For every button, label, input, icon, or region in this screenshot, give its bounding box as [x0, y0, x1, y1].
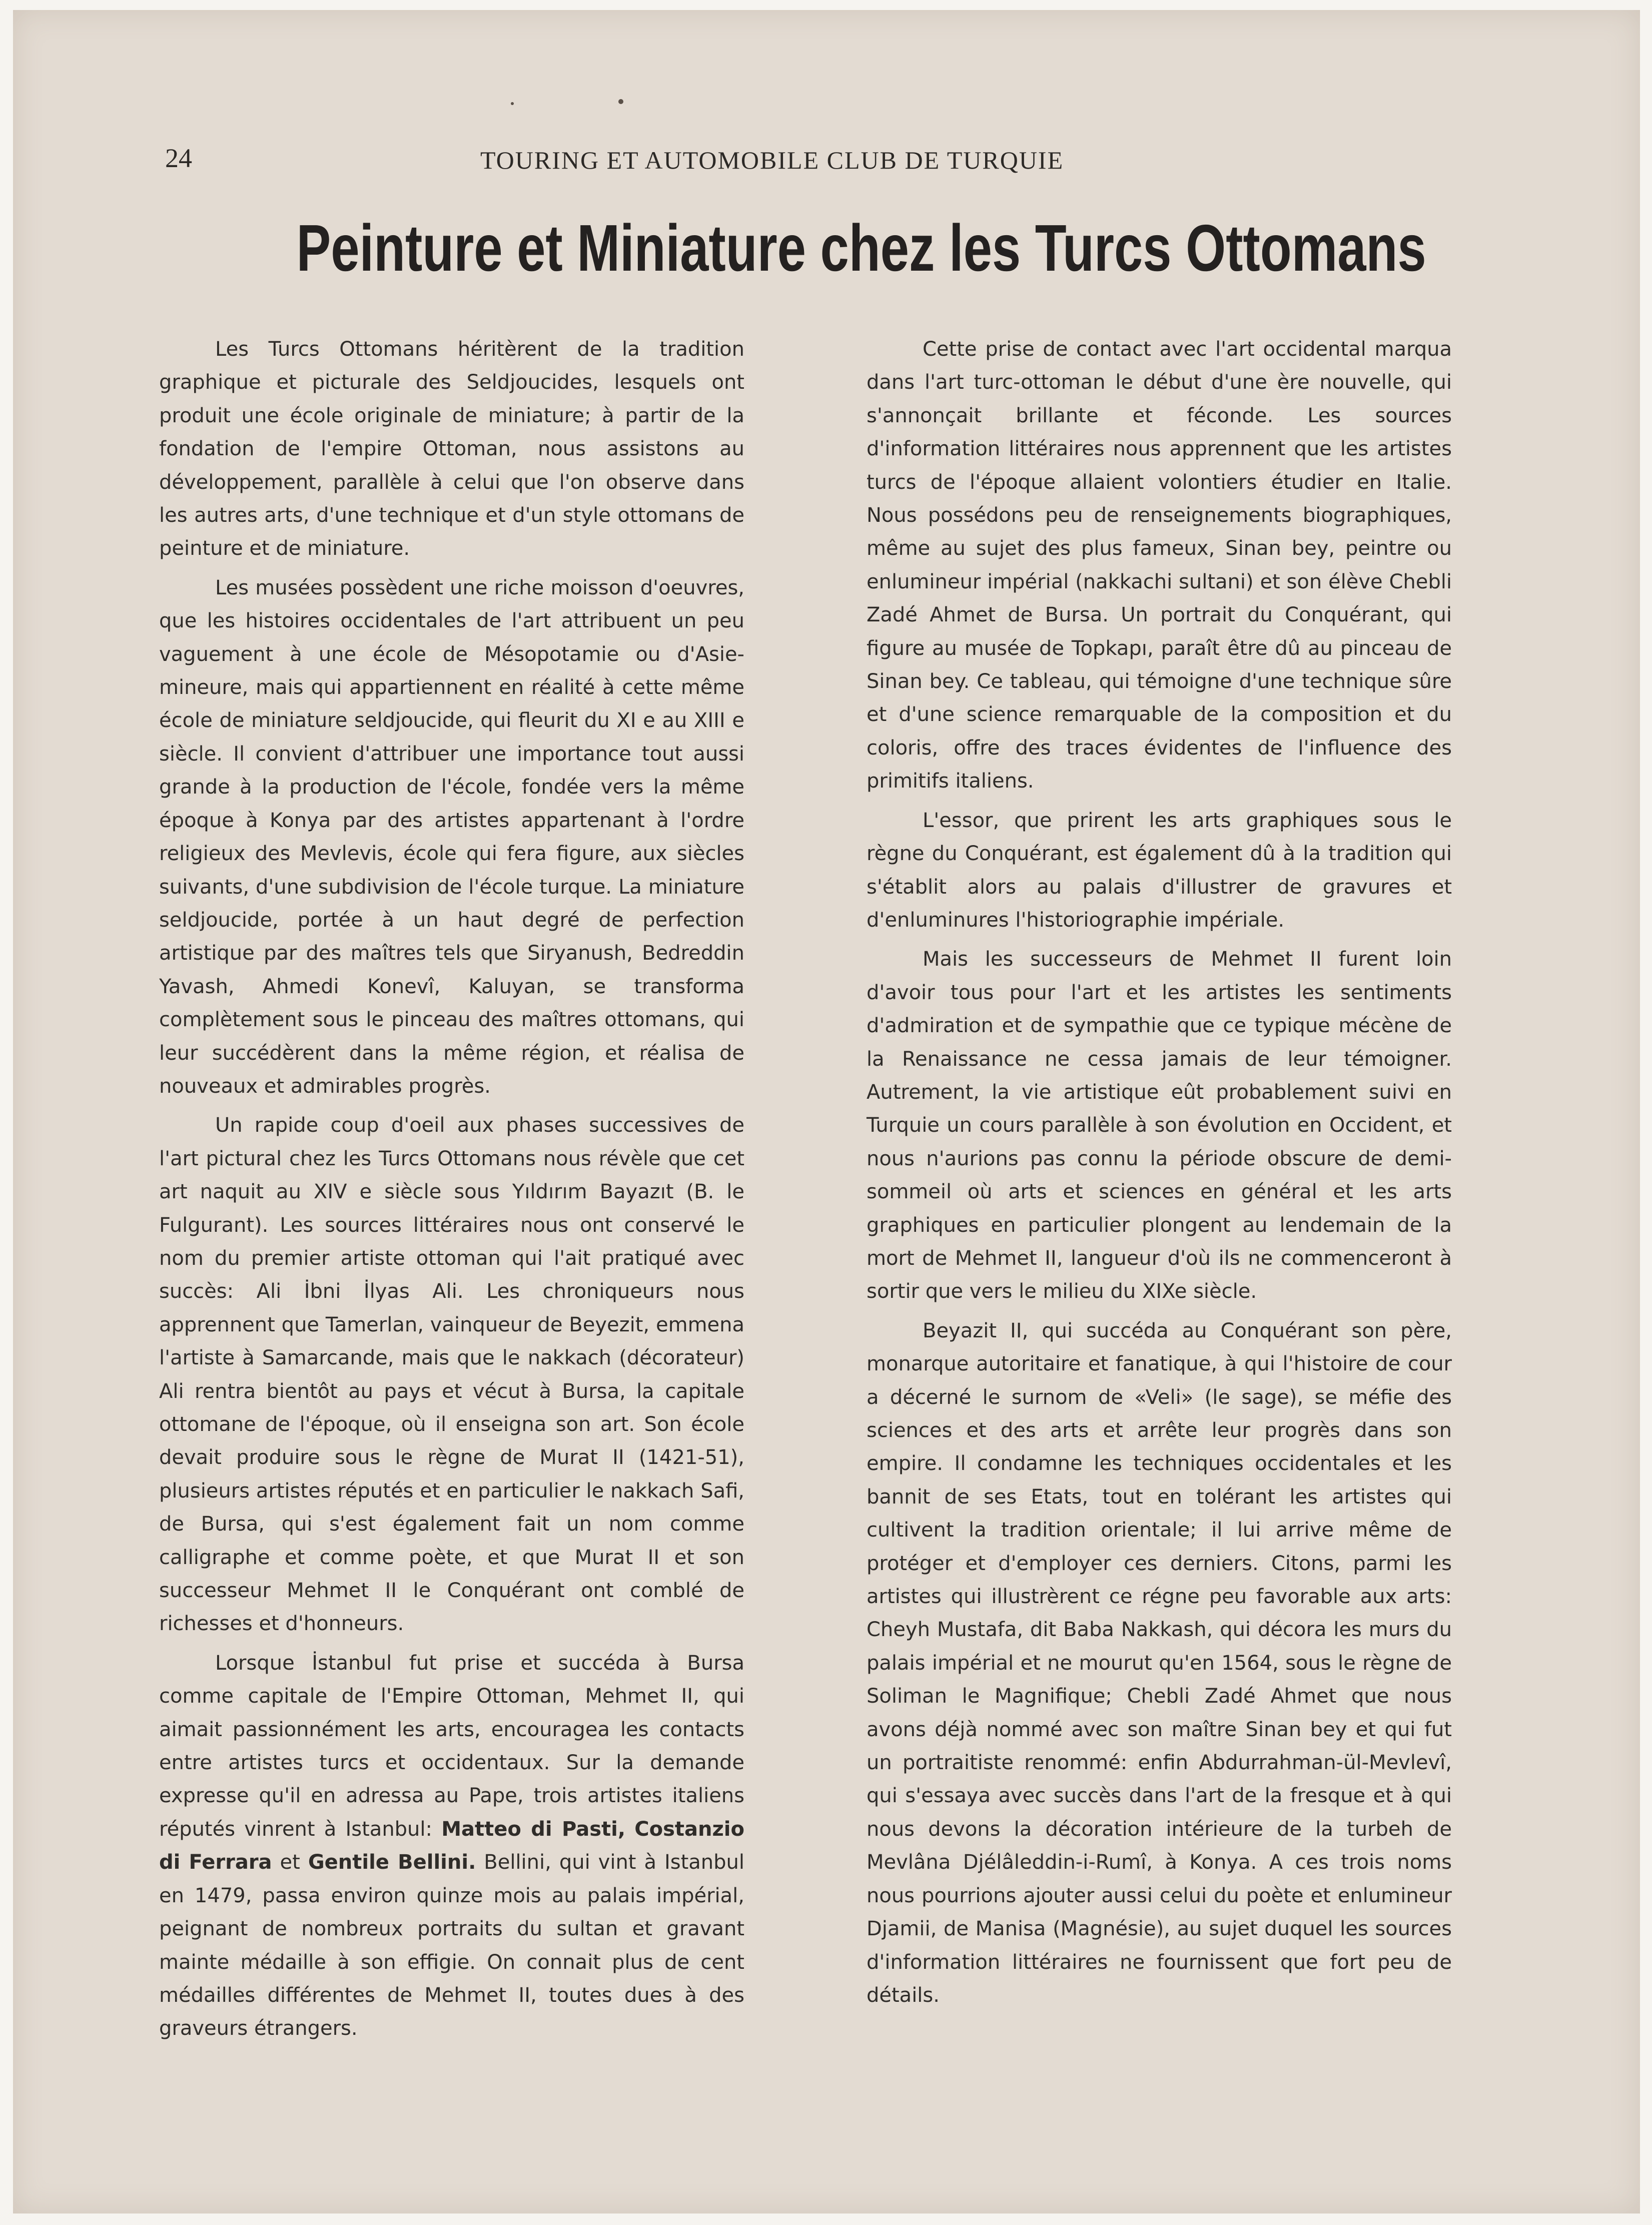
paragraph: Un rapide coup d'oeil aux phases successives de l'art pictural chez les Turcs Ottomans nous révèle que cet art naquit au XIV e siècle sous Yıldırım Bayazıt (B. le Fulgurant). Les sources littéraires nous ont conservé le nom du premier artiste ottoman qui l'ait pratiqué avec succès: Ali İbni İlyas Ali. Les chroniqueurs nous apprennent que Tamerlan, vainqueur de Beyezit, emmena l'artiste à Samarcande, mais que le nakkach (décorateur) Ali rentra bientôt au pays et vécut à Bursa, la capitale ottomane de l'époque, où il enseigna son art. Son école devait produire sous le règne de Murat II (1421-51), plusieurs artistes réputés et en particulier le nakkach Safi, de Bursa, qui s'est également fait un nom comme calligraphe et comme poète, et que Murat II et son successeur Mehmet II le Conquérant ont comblé de richesses et d'honneurs.	[159, 1114, 744, 1636]
page-header	[150, 143, 1481, 183]
paper-speck	[618, 99, 623, 104]
paragraph: L'essor, que prirent les arts graphiques sous le règne du Conquérant, est également dû à la tradition qui s'établit alors au palais d'illustrer de gravures et d'enluminures l'historiographie impériale.	[867, 809, 1452, 932]
artist-name: Costanzio di Ferrara	[159, 1817, 744, 1874]
artist-name: Gentile Bellini.	[308, 1851, 476, 1874]
paragraph-text: Bellini, qui vint à Istanbul en 1479, passa environ quinze mois au palais impérial, peignant de nombreux portraits du sultan et gravant mainte médaille à son effigie. On connait plus de cent médailles différentes de Mehmet II, toutes dues à des graveurs étrangers.	[159, 1851, 745, 2040]
paragraph: Cette prise de contact avec l'art occidental marqua dans l'art turc-ottoman le début d'une ère nouvelle, qui s'annonçait brillante et féconde. Les sources d'information littéraires nous apprennent que les artistes turcs de l'époque allaient volontiers étudier en Italie. Nous possédons peu de renseignements biographiques, même au sujet des plus fameux, Sinan bey, peintre ou enlumineur impérial (nakkachi sultani) et son élève Chebli Zadé Ahmet de Bursa. Un portrait du Conquérant, qui figure au musée de Topkapı, paraît être dû au pinceau de Sinan bey. Ce tableau, qui témoigne d'une technique sûre et d'une science remarquable de la composition et du coloris, offre des traces évidentes de l'influence des primitifs italiens.	[867, 338, 1452, 793]
paragraph-text: et	[272, 1851, 308, 1874]
paragraph	[159, 1647, 744, 2045]
right-column	[867, 333, 1452, 2018]
artist-name: Matteo di Pasti,	[441, 1817, 626, 1841]
paragraph: Mais les successeurs de Mehmet II furent loin d'avoir tous pour l'art et les artistes les sentiments d'admiration et de sympathie que ce typique mécène de la Renaissance ne cessa jamais de leur témoigner. Autrement, la vie artistique eût probablement suivi en Turquie un cours parallèle à son évolution en Occident, et nous n'aurions pas connu la période obscure de demi-sommeil où arts et sciences en général et les arts graphiques en particulier plongent au lendemain de la mort de Mehmet II, langueur d'où ils ne commenceront à sortir que vers le milieu du XIXe siècle.	[867, 948, 1452, 1303]
article-title: Peinture et Miniature chez les Turcs Ottomans	[296, 211, 1426, 285]
paragraph: Les musées possèdent une riche moisson d'oeuvres, que les histoires occidentales de l'art attribuent un peu vaguement à une école de Mésopotamie ou d'Asie-mineure, mais qui appartiennent en réalité à cette même école de miniature seldjoucide, qui fleurit du XI e au XIII e siècle. Il convient d'attribuer une importance tout aussi grande à la production de l'école, fondée vers la même époque à Konya par des artistes appartenant à l'ordre religieux des Mevlevis, école qui fera figure, aux siècles suivants, d'une subdivision de l'école turque. La miniature seldjoucide, portée à un haut degré de perfection artistique par des maîtres tels que Siryanush, Bedreddin Yavash, Ahmedi Konevî, Kaluyan, se transforma complètement sous le pinceau des maîtres ottomans, qui leur succédèrent dans la même région, et réalisa de nouveaux et admirables progrès.	[159, 576, 744, 1098]
page-number: 24	[165, 143, 192, 173]
paragraph-text: Lorsque İstanbul fut prise et succéda à Bursa comme capitale de l'Empire Ottoman, Mehmet II, qui aimait passionnément les arts, encouragea les contacts entre artistes turcs et occidentaux. Sur la demande expresse qu'il en adressa au Pape, trois artistes italiens réputés vinrent à Istanbul:	[159, 1651, 744, 1841]
left-column	[159, 333, 744, 2051]
paper-speck	[511, 102, 514, 105]
paragraph: Les Turcs Ottomans héritèrent de la tradition graphique et picturale des Seldjoucides, lesquels ont produit une école originale de miniature; à partir de la fondation de l'empire Ottoman, nous assistons au développement, parallèle à celui que l'on observe dans les autres arts, d'une technique et d'un style ottomans de peinture et de miniature.	[159, 338, 744, 560]
running-head: TOURING ET AUTOMOBILE CLUB DE TURQUIE	[480, 146, 1064, 174]
paragraph: Beyazit II, qui succéda au Conquérant son père, monarque autoritaire et fanatique, à qui l'histoire de cour a décerné le surnom de «Veli» (le sage), se méfie des sciences et des arts et arrête leur progrès dans son empire. Il condamne les techniques occidentales et les bannit de ses Etats, tout en tolérant les artistes qui cultivent la tradition orientale; il lui arrive même de protéger et d'employer ces derniers. Citons, parmi les artistes qui illustrèrent ce régne peu favorable aux arts: Cheyh Mustafa, dit Baba Nakkash, qui décora les murs du palais impérial et ne mourut qu'en 1564, sous le règne de Soliman le Magnifique; Chebli Zadé Ahmet que nous avons déjà nommé avec son maître Sinan bey et qui fut un portraitiste renommé: enfin Abdurrahman-ül-Mevlevî, qui s'essaya avec succès dans l'art de la fresque et à qui nous devons la décoration intérieure de la turbeh de Mevlâna Djélâleddin-i-Rumî, à Konya. A ces trois noms nous pourrions ajouter aussi celui du poète et enlumineur Djamii, de Manisa (Magnésie), au sujet duquel les sources d'information littéraires ne fournissent que fort peu de détails.	[867, 1319, 1452, 2007]
